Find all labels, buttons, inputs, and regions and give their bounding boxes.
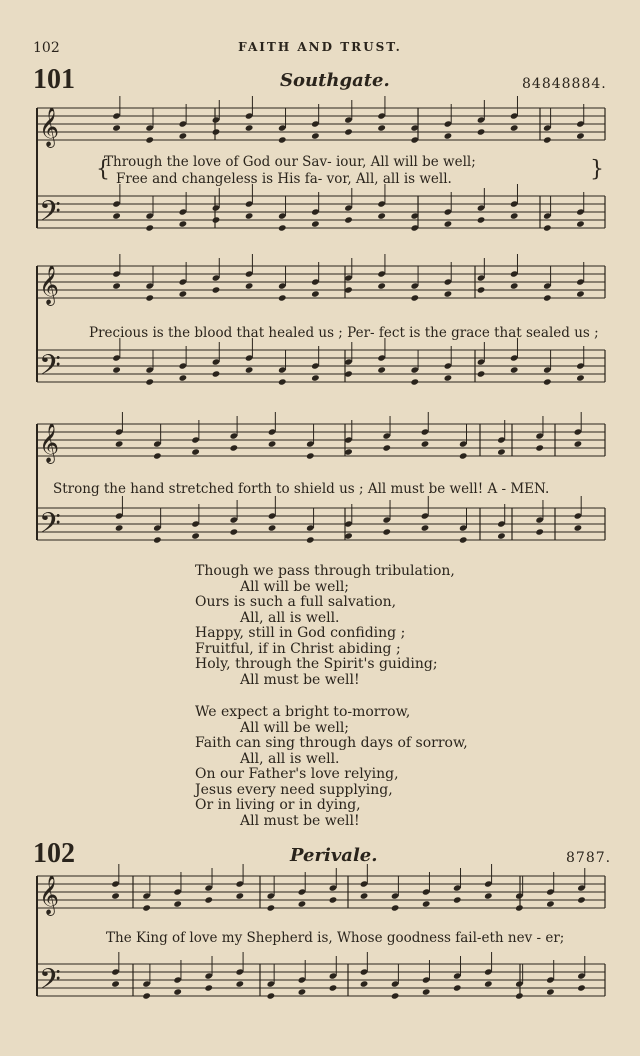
verse-2-line-5: Happy, still in God confiding ; (195, 625, 406, 641)
system-4-bass-note (391, 992, 400, 999)
system-4-bass-note (515, 992, 524, 999)
system-2-bass-note (543, 378, 552, 385)
running-title: FAITH AND TRUST. (238, 40, 402, 54)
lyric-line-1b: Free and changeless is His fa- vor, All, all is well. (116, 171, 452, 187)
system-2-bass-note (145, 378, 154, 385)
system-4-treble-note (298, 900, 307, 907)
system-2-treble-note (444, 290, 453, 297)
verse-2-line-4: All, all is well. (240, 609, 340, 626)
system-1-treble-note (179, 132, 188, 139)
system-2-treble-note (278, 294, 287, 301)
system-4-treble-note (329, 896, 338, 903)
system-2-bass-note (576, 374, 585, 381)
system-1-bass-note (112, 212, 121, 219)
system-4-treble-note (360, 892, 369, 899)
system-3-bass-note (421, 524, 430, 531)
system-2-treble-note (245, 282, 254, 289)
system-4-bass-note (484, 980, 493, 987)
system-4-bass-clef: 𝄢 (39, 963, 61, 1003)
lyric-line-2: Precious is the blood that healed us ; Per- fect is the grace that sealed us ; (89, 325, 599, 341)
system-4-bass-note (360, 980, 369, 987)
system-1-treble-note (576, 132, 585, 139)
system-3-bass-clef: 𝄢 (39, 507, 61, 547)
system-2-treble-note (477, 286, 486, 293)
verse-3-line-1: We expect a bright to-morrow, (195, 704, 411, 720)
system-2-treble-note (510, 282, 519, 289)
verse-3-line-5: On our Father's love relying, (195, 766, 399, 782)
system-2-treble-note (145, 294, 154, 301)
system-4-bass-note (577, 984, 586, 991)
system-4-treble-clef: 𝄞 (39, 875, 60, 915)
system-1-treble-note (212, 128, 221, 135)
system-3-treble-note (306, 452, 315, 459)
system-4-bass-note (267, 992, 276, 999)
tune-name-perivale: Perivale. (290, 845, 378, 866)
system-1-bass-note (477, 216, 486, 223)
system-2-treble-note (576, 290, 585, 297)
system-1-treble-note (477, 128, 486, 135)
system-4-treble-note (484, 892, 493, 899)
system-1-treble-note (145, 136, 154, 143)
system-3-treble-note (574, 440, 583, 447)
system-4-bass-note (236, 980, 245, 987)
system-3-bass-note (268, 524, 277, 531)
system-1-treble-note (344, 128, 353, 135)
system-4-bass-note (546, 988, 555, 995)
system-2-bass-note (311, 374, 320, 381)
lyric-102-line-1: The King of love my Shepherd is, Whose goodness fail-eth nev - er; (106, 930, 565, 946)
system-4-treble-note (546, 900, 555, 907)
system-3-treble-note (497, 448, 506, 455)
system-1-bass-note (212, 216, 221, 223)
system-3-treble-note (382, 444, 391, 451)
verse-2-line-7: Holy, through the Spirit's guiding; (195, 656, 438, 672)
system-4-treble-note (422, 900, 431, 907)
system-1-bass-note (245, 212, 254, 219)
system-2-bass-note (245, 366, 254, 373)
system-1-treble-clef: 𝄞 (39, 107, 60, 147)
system-2-treble-note (311, 290, 320, 297)
lyric-line-1a: Through the love of God our Sav- iour, All will be well; (104, 154, 476, 170)
system-3-bass-note (497, 532, 506, 539)
system-1-bass-note (444, 220, 453, 227)
system-1-treble-note (510, 124, 519, 131)
system-4-bass-note (422, 988, 431, 995)
hymn-number-101: 101 (33, 64, 75, 95)
system-3-bass-note (459, 536, 468, 543)
system-1-bass-note (576, 220, 585, 227)
lyric-line-3: Strong the hand stretched forth to shield us ; All must be well! A - MEN. (53, 481, 550, 497)
verse-3-line-3: Faith can sing through days of sorrow, (195, 735, 468, 751)
system-3-treble-note (459, 452, 468, 459)
hymn-number-102: 102 (33, 838, 75, 869)
system-3-treble-note (421, 440, 430, 447)
system-2-bass-note (179, 374, 188, 381)
system-2-bass-note (278, 378, 287, 385)
system-3-bass-note (574, 524, 583, 531)
verse-2-line-8: All must be well! (240, 671, 360, 688)
system-1-bass-clef: 𝄢 (39, 195, 61, 235)
system-4-bass-note (329, 984, 338, 991)
meter-101: 84848884. (522, 76, 607, 92)
system-4-treble-note (391, 904, 400, 911)
verse-3-line-7: Or in living or in dying, (195, 797, 361, 813)
system-2-treble-note (410, 294, 419, 301)
system-2-treble-note (543, 294, 552, 301)
system-2-treble-note (377, 282, 386, 289)
system-2-bass-note (444, 374, 453, 381)
system-3-treble-note (191, 448, 200, 455)
system-1-bass-note (311, 220, 320, 227)
system-1-treble-note (377, 124, 386, 131)
system-2-bass-note (112, 366, 121, 373)
system-4-treble-note (111, 892, 120, 899)
system-3-treble-note (268, 440, 277, 447)
system-2-bass-note (410, 378, 419, 385)
system-1-treble-note (543, 136, 552, 143)
system-4-treble-note (267, 904, 276, 911)
brace-left: { (96, 157, 110, 182)
system-1-bass-note (145, 224, 154, 231)
system-3-bass-note (153, 536, 162, 543)
system-3-bass-note (382, 528, 391, 535)
system-2-treble-note (212, 286, 221, 293)
tune-name-southgate: Southgate. (280, 70, 390, 91)
brace-right: } (590, 157, 604, 182)
system-1-treble-note (112, 124, 121, 131)
system-4-bass-note (204, 984, 213, 991)
system-2-bass-note (510, 366, 519, 373)
system-4-treble-note (453, 896, 462, 903)
system-3-treble-note (153, 452, 162, 459)
system-1-bass-note (543, 224, 552, 231)
system-4-treble-note (577, 896, 586, 903)
verse-2-line-3: Ours is such a full salvation, (195, 594, 397, 610)
system-3-bass-note (535, 528, 544, 535)
system-3-bass-note (115, 524, 124, 531)
system-3-treble-note (535, 444, 544, 451)
system-4-bass-note (111, 980, 120, 987)
system-4-treble-note (142, 904, 151, 911)
system-1-bass-note (510, 212, 519, 219)
system-1-bass-note (377, 212, 386, 219)
system-2-bass-note (212, 370, 221, 377)
system-4-bass-note (453, 984, 462, 991)
system-2-bass-note (377, 366, 386, 373)
system-4-treble-note (236, 892, 245, 899)
system-1-bass-note (179, 220, 188, 227)
verse-3-line-6: Jesus every need supplying, (195, 781, 393, 798)
system-4-bass-note (298, 988, 307, 995)
page-number: 102 (33, 40, 60, 56)
system-2-treble-clef: 𝄞 (39, 265, 60, 305)
verse-block (195, 564, 468, 829)
system-1-treble-note (245, 124, 254, 131)
system-3-bass-note (306, 536, 315, 543)
system-1-treble-note (311, 132, 320, 139)
verse-3-line-8: All must be well! (240, 812, 360, 829)
system-4-treble-note (173, 900, 182, 907)
verse-2-line-1: Though we pass through tribulation, (195, 563, 455, 579)
system-2-treble-note (112, 282, 121, 289)
system-1-treble-note (444, 132, 453, 139)
system-2-bass-note (477, 370, 486, 377)
verse-2-line-6: Fruitful, if in Christ abiding ; (195, 640, 401, 657)
system-2-treble-note (179, 290, 188, 297)
system-4-treble-note (515, 904, 524, 911)
system-3-bass-note (191, 532, 200, 539)
verse-2-line-2: All will be well; (240, 578, 350, 595)
system-1-bass-note (278, 224, 287, 231)
system-2-bass-clef: 𝄢 (39, 349, 61, 389)
meter-102: 8787. (566, 850, 612, 866)
system-3-treble-note (230, 444, 239, 451)
system-1-treble-note (278, 136, 287, 143)
system-3-bass-note (230, 528, 239, 535)
verse-3-line-4: All, all is well. (240, 750, 340, 767)
system-1-bass-note (344, 216, 353, 223)
system-3-treble-clef: 𝄞 (39, 423, 60, 463)
system-3-treble-note (115, 440, 124, 447)
system-4-bass-note (142, 992, 151, 999)
verse-3-line-2: All will be well; (240, 719, 350, 736)
system-4-bass-note (173, 988, 182, 995)
system-4-treble-note (204, 896, 213, 903)
